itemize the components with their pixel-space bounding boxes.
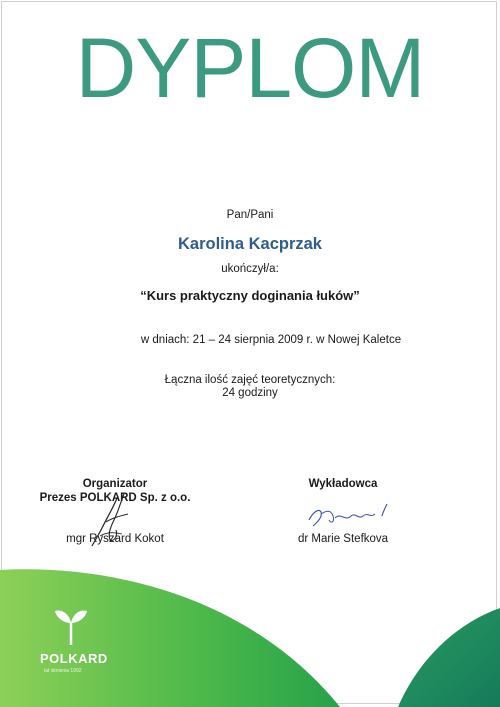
hours-label: Łączna ilość zajęć teoretycznych: <box>164 374 336 386</box>
hours-value: 24 godziny <box>222 387 278 399</box>
lecturer-signature <box>305 500 400 532</box>
dates-line: w dniach: 21 – 24 sierpnia 2009 r. w Nowej Kaletce <box>140 334 402 346</box>
salutation: Pan/Pani <box>226 209 274 221</box>
logo-tagline: lat istnienia 1992 <box>44 668 82 674</box>
diploma-title: DYPLOM <box>75 21 425 115</box>
lecturer-person: dr Marie Stefkova <box>297 533 389 545</box>
lecturer-role: Wykładowca <box>308 478 378 490</box>
leaves-icon <box>55 605 87 645</box>
lecturer-block <box>258 477 428 491</box>
logo-name: POLKARD <box>40 651 108 666</box>
polkard-logo <box>40 605 130 685</box>
recipient-name: Karolina Kacprzak <box>178 235 322 253</box>
course-name: “Kurs praktyczny doginania łuków” <box>140 288 360 303</box>
organizer-signature <box>88 492 136 550</box>
organizer-person: mgr Ryszard Kokot <box>66 533 164 545</box>
completed-label: ukończył/a: <box>221 263 279 275</box>
organizer-role: Organizator <box>82 478 148 490</box>
organizer-company: Prezes POLKARD Sp. z o.o. <box>39 492 191 504</box>
